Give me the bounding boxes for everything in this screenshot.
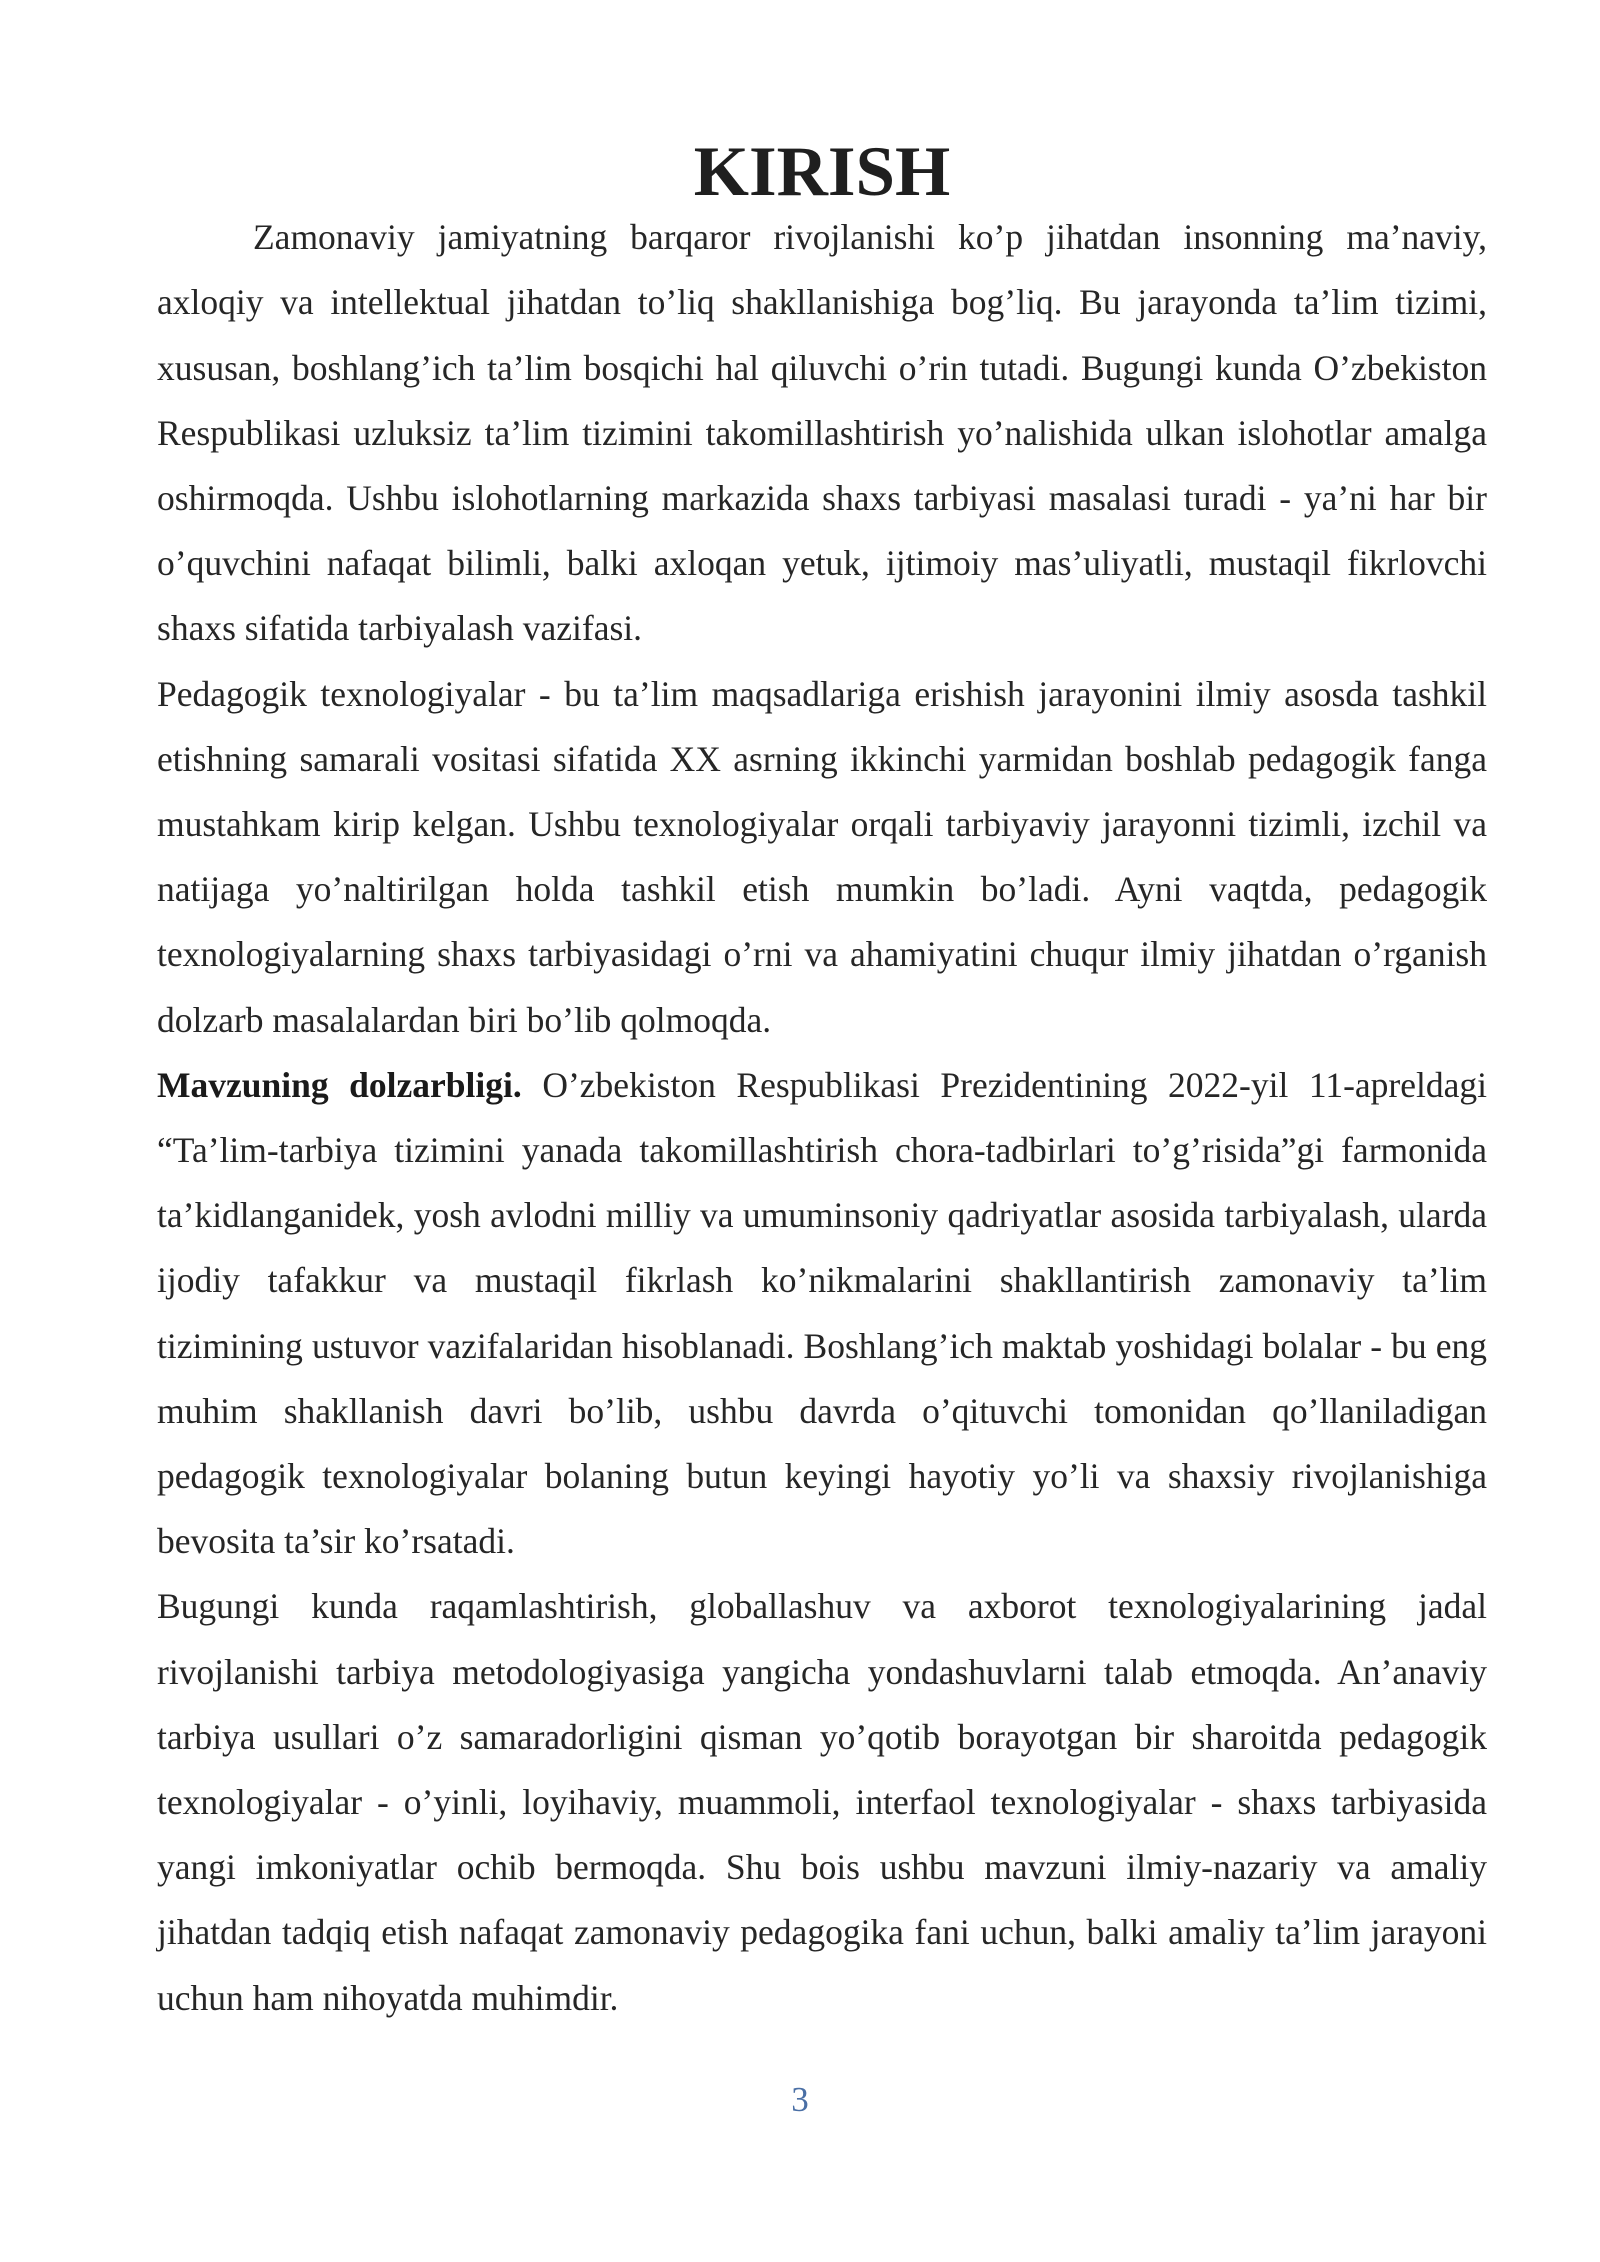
paragraph-text: Zamonaviy jamiyatning barqaror rivojlanishi ko’p jihatdan insonning ma’naviy, axloqiy va intellektual jihatdan to’liq shakllanishiga bog’liq. Bu jarayonda ta’lim tizimi, xususan, boshlang’ich ta’lim bosqichi hal qiluvchi o’rin tutadi. Bugungi kunda O’zbekiston Respublikasi uzluksiz ta’lim tizimini takomillashtirish yo’nalishida ulkan islohotlar amalga oshirmoqda. Ushbu islohotlarning markazida shaxs tarbiyasi masalasi turadi - ya’ni har bir o’quvchini nafaqat bilimli, balki axloqan yetuk, ijtimoiy mas’uliyatli, mustaqil fikrlovchi shaxs sifatida tarbiyalash vazifasi. bbox=[157, 217, 1487, 649]
paragraph-intro bbox=[157, 205, 1487, 661]
section-heading: KIRISH bbox=[693, 133, 951, 211]
page-body bbox=[157, 133, 1487, 2031]
paragraph-pedagogical-technologies bbox=[157, 662, 1487, 1053]
page-number: 3 bbox=[791, 2080, 809, 2119]
paragraph-text: Bugungi kunda raqamlashtirish, globallashuv va axborot texnologiyalarining jadal rivojlanishi tarbiya metodologiyasiga yangicha yondashuvlarni talab etmoqda. An’anaviy tarbiya usullari o’z samaradorligini qisman yo’qotib borayotgan bir sharoitda pedagogik texnologiyalar - o’yinli, loyihaviy, muammoli, interfaol texnologiyalar - shaxs tarbiyasida yangi imkoniyatlar ochib bermoqda. Shu bois ushbu mavzuni ilmiy-nazariy va amaliy jihatdan tadqiq etish nafaqat zamonaviy pedagogika fani uchun, balki amaliy ta’lim jarayoni uchun ham nihoyatda muhimdir. bbox=[157, 1586, 1487, 2018]
paragraph-text: Pedagogik texnologiyalar - bu ta’lim maqsadlariga erishish jarayonini ilmiy asosda tashkil etishning samarali vositasi sifatida XX asrning ikkinchi yarmidan boshlab pedagogik fanga mustahkam kirip kelgan. Ushbu texnologiyalar orqali tarbiyaviy jarayonni tizimli, izchil va natijaga yo’naltirilgan holda tashkil etish mumkin bo’ladi. Ayni vaqtda, pedagogik texnologiyalarning shaxs tarbiyasidagi o’rni va ahamiyatini chuqur ilmiy jihatdan o’rganish dolzarb masalalardan biri bo’lib qolmoqda. bbox=[157, 673, 1487, 1040]
paragraph-text: O’zbekiston Respublikasi Prezidentining 2022-yil 11-apreldagi “Ta’lim-tarbiya tizimini yanada takomillashtirish chora-tadbirlari to’g’risida”gi farmonida ta’kidlanganidek, yosh avlodni milliy va umuminsoniy qadriyatlar asosida tarbiyalash, ularda ijodiy tafakkur va mustaqil fikrlash ko’nikmalarini shakllantirish zamonaviy ta’lim tizimining ustuvor vazifalaridan hisoblanadi. Boshlang’ich maktab yoshidagi bolalar - bu eng muhim shakllanish davri bo’lib, ushbu davrda o’qituvchi tomonidan qo’llaniladigan pedagogik texnologiyalar bolaning butun keyingi hayotiy yo’li va shaxsiy rivojlanishiga bevosita ta’sir ko’rsatadi. bbox=[157, 1064, 1487, 1562]
paragraph-relevance bbox=[157, 1053, 1487, 1575]
paragraph-lead: Mavzuning dolzarbligi. bbox=[157, 1064, 522, 1105]
paragraph-digitalization bbox=[157, 1574, 1487, 2030]
